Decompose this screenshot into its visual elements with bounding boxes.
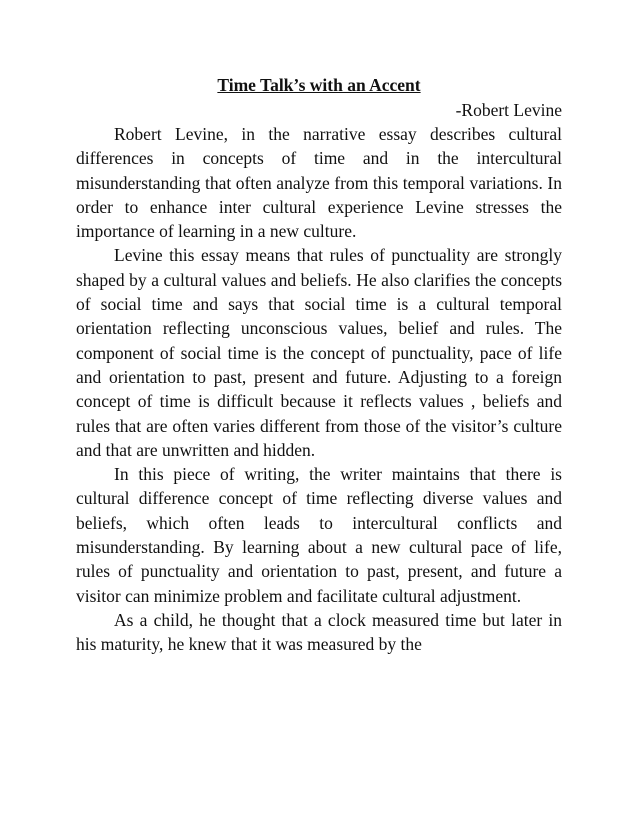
paragraph-4: As a child, he thought that a clock measured time but later in his maturity, he knew that it was measured by the: [76, 609, 562, 655]
paragraph-2: Levine this essay means that rules of punctuality are strongly shaped by a cultural values and beliefs. He also clarifies the concepts of social time and says that social time is a cultural temporal orientation reflecting unconscious values, belief and rules. The component of social time is the concept of punctuality, pace of life and orientation to past, present and future. Adjusting to a foreign concept of time is difficult because it reflects values , beliefs and rules that are often varies different from those of the visitor’s culture and that are unwritten and hidden.: [76, 245, 562, 460]
essay-author: -Robert Levine: [455, 100, 562, 120]
paragraph-3: In this piece of writing, the writer maintains that there is cultural difference concept of time reflecting diverse values and beliefs, which often leads to intercultural conflicts and misunderstanding. By learning about a new cultural pace of life, rules of punctuality and orientation to past, present, and future a visitor can minimize problem and facilitate cultural adjustment.: [76, 464, 562, 606]
paragraph-1: Robert Levine, in the narrative essay describes cultural differences in concepts of time and in the intercultural misunderstanding that often analyze from this temporal variations. In order to enhance inter cultural experience Levine stresses the importance of learning in a new culture.: [76, 124, 562, 242]
essay-body: [76, 72, 562, 657]
essay-title: Time Talk’s with an Accent: [217, 75, 421, 95]
